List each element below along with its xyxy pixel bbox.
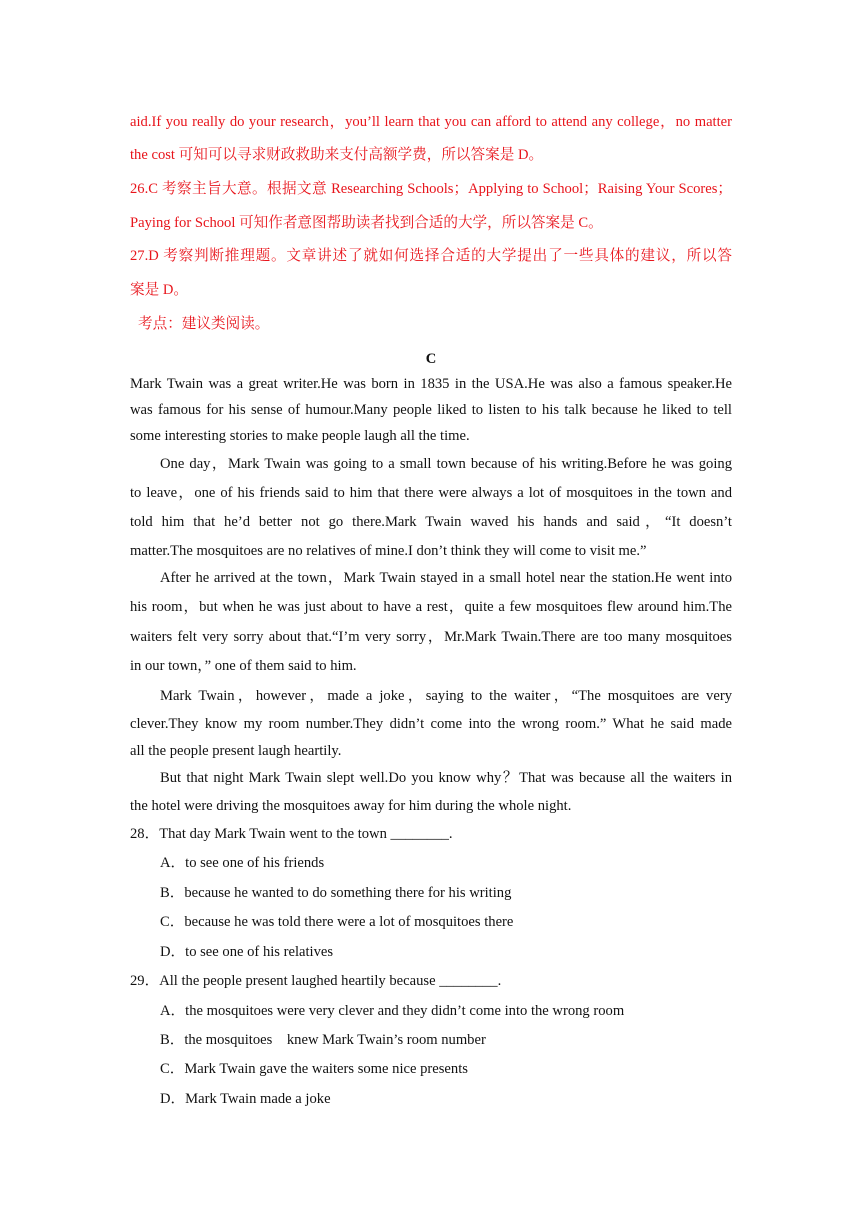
answer-26-line-2: Paying for School 可知作者意图帮助读者找到合适的大学，所以答案是 C。 bbox=[130, 215, 603, 231]
passage-p3-line: waiters felt very sorry about that.“I’m very sorry，Mr.Mark Twain.There are too many mosquitoes bbox=[130, 629, 732, 645]
question-28-option: B．because he wanted to do something there for his writing bbox=[160, 885, 512, 901]
question-28-stem: 28．That day Mark Twain went to the town ________. bbox=[130, 826, 453, 842]
passage-p3-line: his room，but when he was just about to have a rest，quite a few mosquitoes flew around him.The bbox=[130, 599, 732, 615]
answer-26-line-1: 26.C 考察主旨大意。根据文意 Researching Schools；Applying to School；Raising Your Scores； bbox=[130, 181, 732, 197]
passage-p5-line: the hotel were driving the mosquitoes away for him during the whole night. bbox=[130, 798, 572, 814]
answer-27-line-1: 27.D 考察判断推理题。文章讲述了就如何选择合适的大学提出了一些具体的建议，所以答 bbox=[130, 248, 732, 264]
question-28-option: C．because he was told there were a lot of mosquitoes there bbox=[160, 914, 514, 930]
passage-p3-line: in our town，” one of them said to him. bbox=[130, 658, 357, 674]
question-29-option: B．the mosquitoes knew Mark Twain’s room number bbox=[160, 1032, 486, 1048]
passage-p4-line: all the people present laugh heartily. bbox=[130, 743, 342, 759]
passage-heading: C bbox=[425, 351, 437, 367]
passage-p4-line: Mark Twain，however，made a joke，saying to the waiter，“The mosquitoes are very bbox=[160, 688, 732, 704]
passage-p2-line: told him that he’d better not go there.Mark Twain waved his hands and said，“It doesn’t bbox=[130, 514, 732, 530]
question-29-option: C．Mark Twain gave the waiters some nice presents bbox=[160, 1061, 468, 1077]
passage-p2-line: matter.The mosquitoes are no relatives of mine.I don’t think they will come to visit me.” bbox=[130, 543, 647, 559]
passage-p2-line: One day，Mark Twain was going to a small town because of his writing.Before he was going bbox=[160, 456, 732, 472]
passage-p1-line: Mark Twain was a great writer.He was born in 1835 in the USA.He was also a famous speaker.He bbox=[130, 376, 732, 392]
passage-p4-line: clever.They know my room number.They didn’t come into the wrong room.” What he said made bbox=[130, 716, 732, 732]
answer-25-line-2: the cost 可知可以寻求财政救助来支付高额学费，所以答案是 D。 bbox=[130, 147, 544, 163]
question-29-stem: 29．All the people present laughed heartily because ________. bbox=[130, 973, 502, 989]
passage-p5-line: But that night Mark Twain slept well.Do you know why？That was because all the waiters in bbox=[160, 770, 732, 786]
question-29-option: A．the mosquitoes were very clever and they didn’t come into the wrong room bbox=[160, 1003, 625, 1019]
passage-p1-line: was famous for his sense of humour.Many people liked to listen to his talk because he liked to tell bbox=[130, 402, 732, 418]
question-29-option: D．Mark Twain made a joke bbox=[160, 1091, 331, 1107]
passage-p3-line: After he arrived at the town，Mark Twain stayed in a small hotel near the station.He went into bbox=[160, 570, 732, 586]
passage-p1-line: some interesting stories to make people laugh all the time. bbox=[130, 428, 470, 444]
question-28-option: A．to see one of his friends bbox=[160, 855, 325, 871]
answer-25-line-1: aid.If you really do your research，you’ll learn that you can afford to attend any college，no matter bbox=[130, 114, 732, 130]
kaodian-note: 考点：建议类阅读。 bbox=[138, 316, 270, 332]
question-28-option: D．to see one of his relatives bbox=[160, 944, 334, 960]
passage-p2-line: to leave，one of his friends said to him that there were always a lot of mosquitoes in the town and bbox=[130, 485, 732, 501]
answer-27-line-2: 案是 D。 bbox=[130, 282, 188, 298]
